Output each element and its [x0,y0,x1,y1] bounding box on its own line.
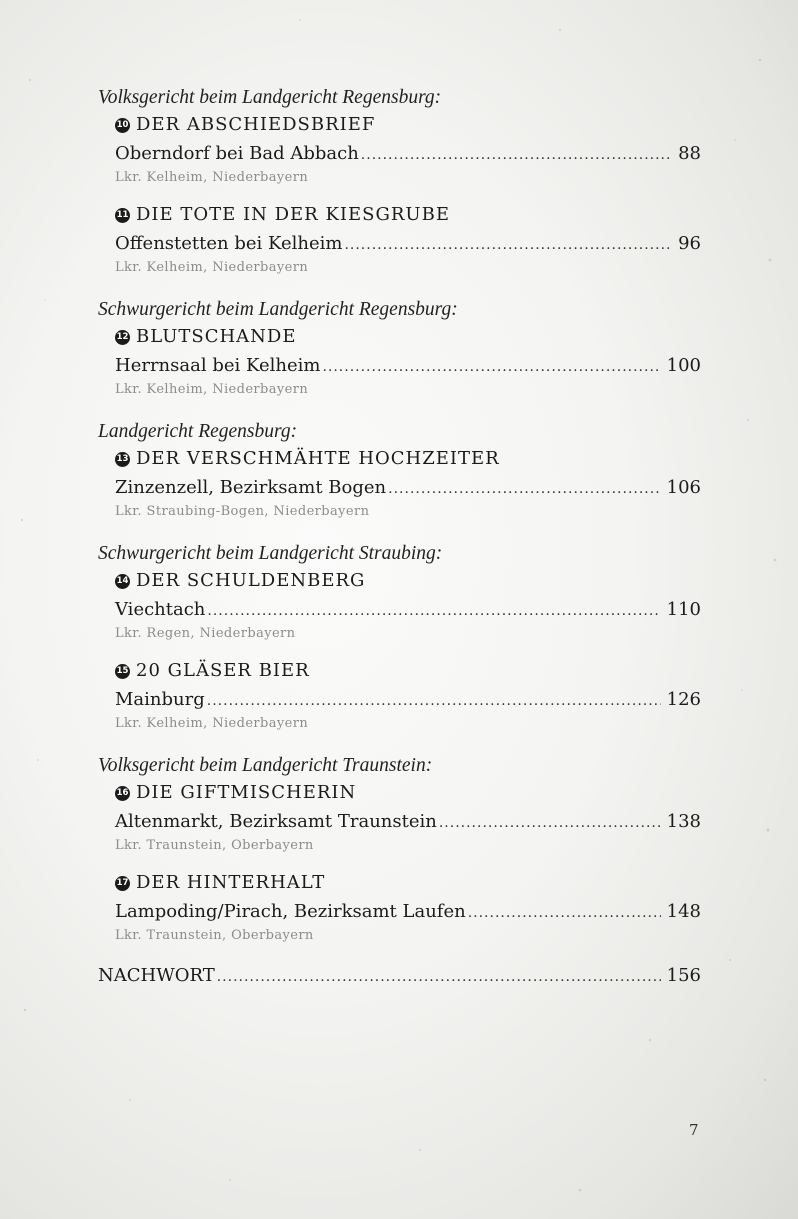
chapter-number-badge: 12 [115,330,130,345]
chapter-title[interactable]: 20 GLÄSER BIER [136,660,310,681]
leader-dots [207,596,660,626]
leader-dots [388,474,661,504]
chapter-place: Viechtach [115,599,206,620]
page-number[interactable]: 148 [666,901,701,922]
chapter-number-badge: 10 [115,118,130,133]
page-number[interactable]: 106 [666,477,701,498]
chapter-title[interactable]: DER HINTERHALT [136,872,326,893]
chapter-place: Oberndorf bei Bad Abbach [115,143,359,164]
chapter-place: Lampoding/Pirach, Bezirksamt Laufen [115,901,466,922]
court-heading: Schwurgericht beim Landgericht Regensburg: [98,299,458,320]
toc-entry-nachwort [98,961,701,992]
chapter-region: Lkr. Kelheim, Niederbayern [115,260,309,275]
chapter-place: Zinzenzell, Bezirksamt Bogen [115,477,387,498]
chapter-region: Lkr. Traunstein, Oberbayern [115,928,314,943]
chapter-region: Lkr. Straubing-Bogen, Niederbayern [115,504,370,519]
chapter-region: Lkr. Traunstein, Oberbayern [115,838,314,853]
nachwort-label[interactable]: NACHWORT [98,965,215,986]
toc-section [98,754,701,944]
chapter-title[interactable]: DIE TOTE IN DER KIESGRUBE [136,204,450,225]
court-heading: Volksgericht beim Landgericht Regensburg: [98,87,442,108]
page-number[interactable]: 88 [678,143,701,164]
chapter-number-badge: 14 [115,574,130,589]
page-number[interactable]: 100 [666,355,701,376]
toc-entry [115,201,701,276]
chapter-number-badge: 13 [115,452,130,467]
toc-entry [115,657,701,732]
toc-section [98,86,701,276]
leader-dots [217,962,661,992]
toc-entry [115,567,701,642]
leader-dots [361,140,672,170]
chapter-place: Mainburg [115,689,205,710]
leader-dots [344,230,672,260]
toc-entry [115,323,701,398]
court-heading: Schwurgericht beim Landgericht Straubing: [98,543,443,564]
page-number[interactable]: 96 [678,233,701,254]
leader-dots [207,686,661,716]
toc-section [98,420,701,520]
toc-section [98,542,701,732]
court-heading: Volksgericht beim Landgericht Traunstein: [98,755,433,776]
court-heading: Landgericht Regensburg: [98,421,298,442]
page-number[interactable]: 110 [666,599,701,620]
leader-dots [322,352,660,382]
leader-dots [468,898,661,928]
chapter-number-badge: 16 [115,786,130,801]
table-of-contents [98,86,701,992]
page-number[interactable]: 156 [666,965,701,986]
page-number[interactable]: 138 [666,811,701,832]
chapter-title[interactable]: DER VERSCHMÄHTE HOCHZEITER [136,448,500,469]
chapter-region: Lkr. Regen, Niederbayern [115,626,296,641]
chapter-title[interactable]: DIE GIFTMISCHERIN [136,782,357,803]
chapter-number-badge: 17 [115,876,130,891]
page-number[interactable]: 126 [666,689,701,710]
chapter-region: Lkr. Kelheim, Niederbayern [115,716,309,731]
toc-entry [115,445,701,520]
chapter-number-badge: 11 [115,208,130,223]
chapter-region: Lkr. Kelheim, Niederbayern [115,382,309,397]
chapter-title[interactable]: DER SCHULDENBERG [136,570,366,591]
chapter-title[interactable]: BLUTSCHANDE [136,326,297,347]
chapter-number-badge: 15 [115,664,130,679]
toc-entry [115,779,701,854]
chapter-place: Herrnsaal bei Kelheim [115,355,321,376]
chapter-place: Offenstetten bei Kelheim [115,233,343,254]
chapter-title[interactable]: DER ABSCHIEDSBRIEF [136,114,376,135]
chapter-place: Altenmarkt, Bezirksamt Traunstein [115,811,437,832]
toc-section [98,298,701,398]
toc-entry [115,869,701,944]
leader-dots [439,808,661,838]
chapter-region: Lkr. Kelheim, Niederbayern [115,170,309,185]
page-folio: 7 [689,1121,699,1139]
toc-entry [115,111,701,186]
